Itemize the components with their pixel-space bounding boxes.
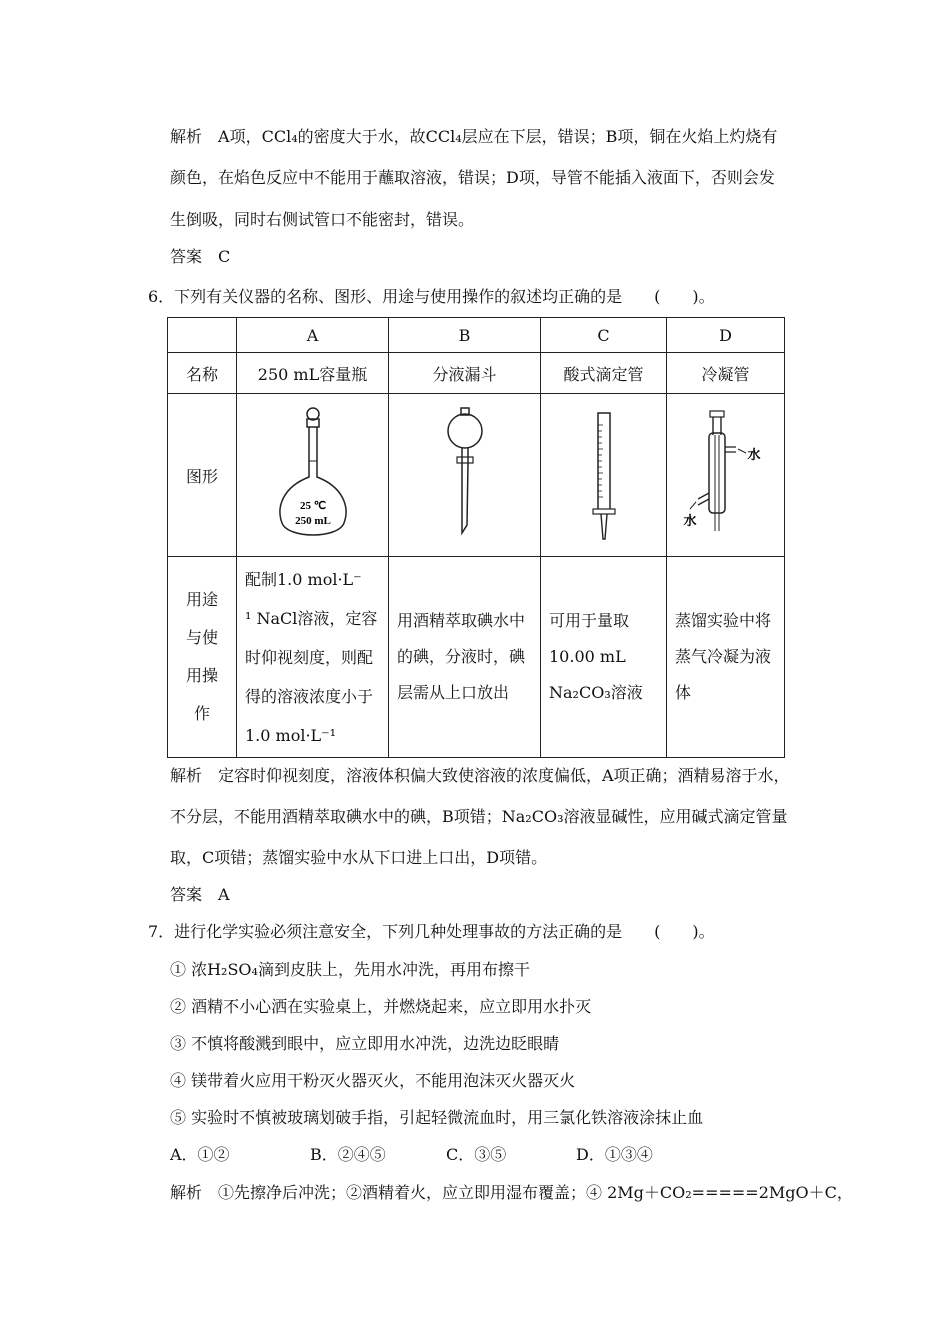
answer-line: 答案 C — [170, 247, 231, 266]
header-d: D — [667, 318, 785, 353]
q7-item-4: ④ 镁带着火应用干粉灭火器灭火，不能用泡沫灭火器灭火 — [170, 1071, 576, 1090]
figure-b — [389, 394, 541, 557]
name-b: 分液漏斗 — [389, 353, 541, 394]
condenser-icon — [676, 405, 776, 545]
q7-options — [170, 1145, 653, 1165]
volumetric-flask-icon — [268, 405, 358, 545]
row-label-usage: 用途 与使 用操 作 — [168, 557, 237, 758]
header-a: A — [237, 318, 389, 353]
usage-b: 用酒精萃取碘水中 的碘，分液时，碘 层需从上口放出 — [389, 557, 541, 758]
instrument-table — [167, 317, 785, 758]
analysis-line-3: 生倒吸，同时右侧试管口不能密封，错误。 — [170, 210, 475, 229]
flask-volume-label: 250 mL — [294, 515, 331, 527]
water-out-label: 水 — [746, 448, 761, 463]
table-corner — [168, 318, 237, 353]
flask-temp-label: 25 ℃ — [299, 500, 326, 512]
q6-analysis-line-3: 取，C项错；蒸馏实验中水从下口进上口出，D项错。 — [170, 848, 548, 867]
q6-answer-line: 答案 A — [170, 885, 230, 904]
separatory-funnel-icon — [435, 405, 495, 545]
q7-item-3: ③ 不慎将酸溅到眼中，应立即用水冲洗，边洗边眨眼睛 — [170, 1034, 560, 1053]
option-d: D．①③④ — [576, 1145, 653, 1164]
question-7-stem: 7．进行化学实验必须注意安全，下列几种处理事故的方法正确的是 ( )。 — [148, 922, 715, 941]
analysis-line-2: 颜色，在焰色反应中不能用于蘸取溶液，错误；D项，导管不能插入液面下，否则会发 — [170, 168, 775, 187]
header-b: B — [389, 318, 541, 353]
name-c: 酸式滴定管 — [541, 353, 667, 394]
q7-item-1: ① 浓H₂SO₄滴到皮肤上，先用水冲洗，再用布擦干 — [170, 960, 530, 979]
question-6-stem: 6．下列有关仪器的名称、图形、用途与使用操作的叙述均正确的是 ( )。 — [148, 287, 715, 306]
usage-d: 蒸馏实验中将 蒸气冷凝为液 体 — [667, 557, 785, 758]
q7-analysis-line: 解析 ①先擦净后冲洗；②酒精着火，应立即用湿布覆盖；④ 2Mg＋CO₂=====2MgO＋C， — [170, 1183, 853, 1202]
row-label-figure: 图形 — [168, 394, 237, 557]
figure-d — [667, 394, 785, 557]
water-in-label: 水 — [682, 514, 697, 529]
option-b: B．②④⑤ — [310, 1145, 386, 1164]
q6-analysis-line-1: 解析 定容时仰视刻度，溶液体积偏大致使溶液的浓度偏低，A项正确；酒精易溶于水， — [170, 766, 790, 785]
usage-c: 可用于量取 10.00 mL Na₂CO₃溶液 — [541, 557, 667, 758]
option-a: A．①② — [170, 1145, 230, 1164]
figure-a — [237, 394, 389, 557]
name-d: 冷凝管 — [667, 353, 785, 394]
analysis-label: 解析 — [170, 127, 203, 146]
row-label-name: 名称 — [168, 353, 237, 394]
q7-item-5: ⑤ 实验时不慎被玻璃划破手指，引起轻微流血时，用三氯化铁溶液涂抹止血 — [170, 1108, 704, 1127]
q6-analysis-line-2: 不分层，不能用酒精萃取碘水中的碘，B项错；Na₂CO₃溶液显碱性，应用碱式滴定管量 — [170, 807, 788, 826]
name-a: 250 mL容量瓶 — [237, 353, 389, 394]
usage-a: 配制1.0 mol·L⁻ ¹ NaCl溶液，定容 时仰视刻度，则配 得的溶液浓度小于 1.0 mol·L⁻¹ — [237, 557, 389, 758]
header-c: C — [541, 318, 667, 353]
figure-c — [541, 394, 667, 557]
q7-item-2: ② 酒精不小心洒在实验桌上，并燃烧起来，应立即用水扑灭 — [170, 997, 592, 1016]
analysis-line-1: 解析 A项，CCl₄的密度大于水，故CCl₄层应在下层，错误；B项，铜在火焰上灼烧有 — [170, 127, 778, 146]
option-c: C．③⑤ — [446, 1145, 507, 1164]
acid-burette-icon — [584, 405, 624, 545]
